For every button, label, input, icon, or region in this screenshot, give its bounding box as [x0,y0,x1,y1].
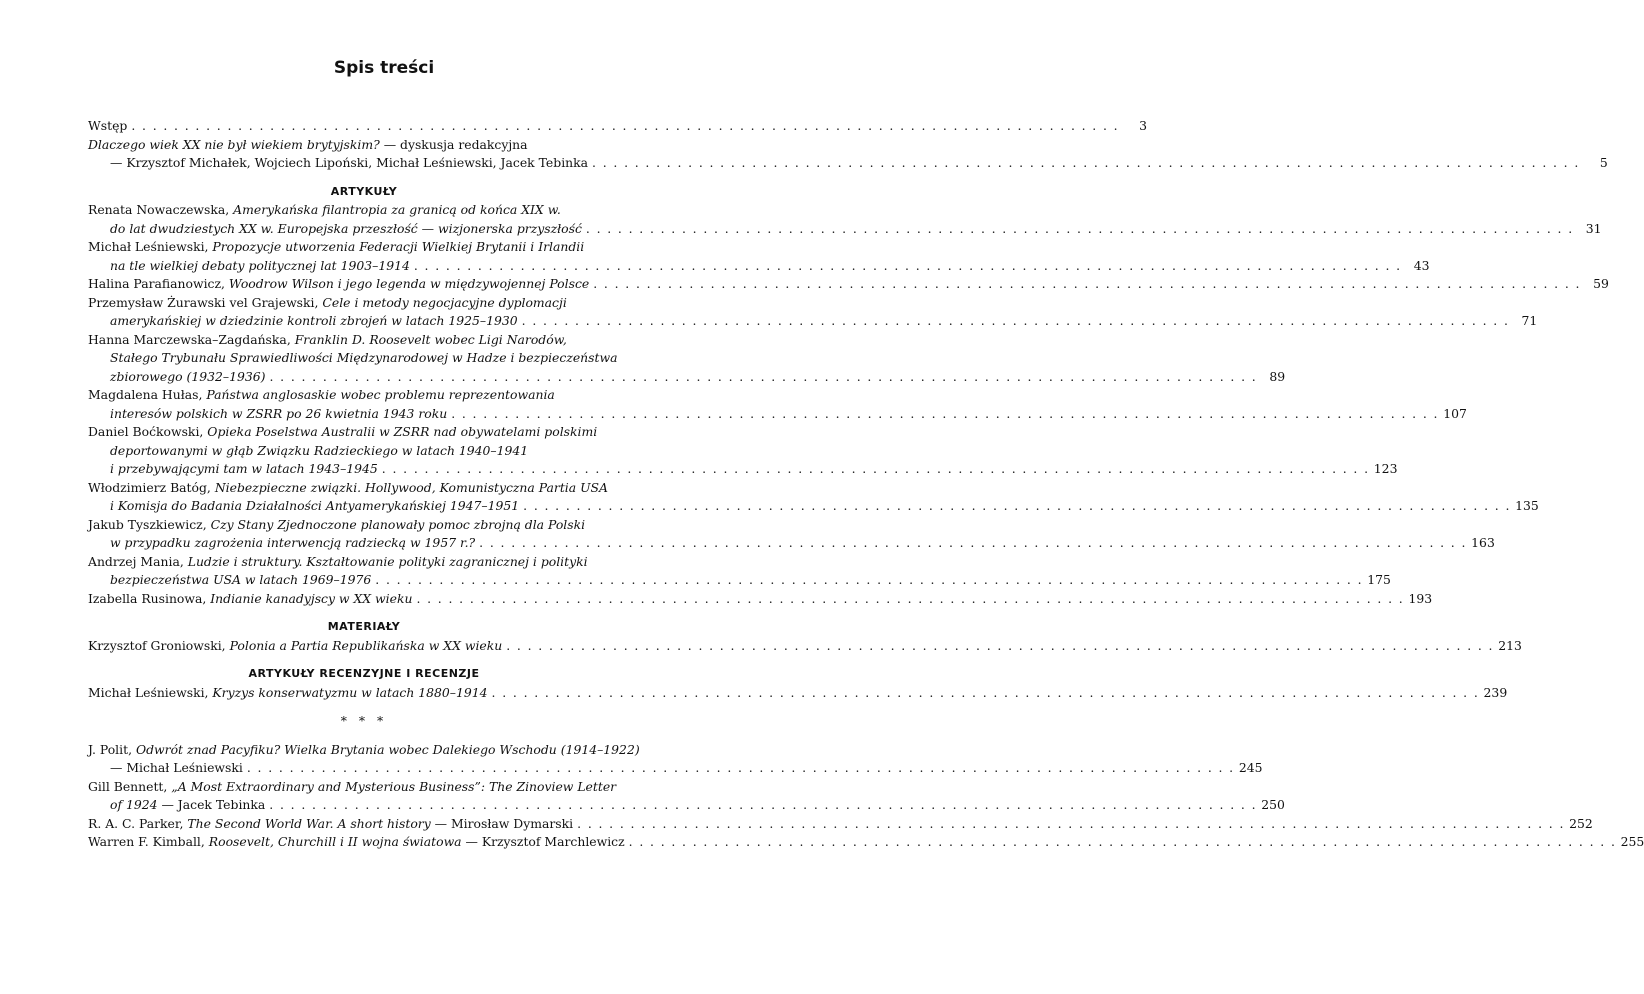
entry-author: Halina Parafianowicz, [88,276,229,291]
entry-author: Daniel Boćkowski, [88,424,208,439]
toc-entry-line [88,815,1593,834]
toc-entry-line [88,220,1602,239]
toc-entry-line [88,571,1391,590]
toc-entry-line [88,553,640,572]
toc-entry-line [88,442,640,461]
review-entry[interactable] [88,815,1593,834]
review-articles-list [88,684,1508,703]
toc-entry-line [88,405,1467,424]
entry-text [88,386,555,405]
entry-author: Magdalena Hułas, [88,387,207,402]
entry-title: Opieka Poselstwa Australii w ZSRR nad obywatelami polskimi [207,424,598,439]
entry-text [110,405,447,424]
entry-title: The Second World War. A short history [187,815,431,831]
reviews-list [88,741,1644,852]
review-entry[interactable] [88,741,1263,778]
toc-entry[interactable] [88,479,1539,516]
toc-entry[interactable] [88,590,1433,609]
entry-text [88,331,567,350]
toc-entry-line [88,796,1285,815]
entry-text [88,815,573,834]
page-number: 239 [1483,684,1508,700]
page-number: 89 [1269,368,1286,384]
page-number: 163 [1471,535,1495,550]
entry-text [88,238,584,257]
entry-text [110,220,582,239]
entry-title: Woodrow Wilson i jego legenda w międzywojennej Polsce [228,276,590,291]
entry-author: J. Polit, [88,741,136,757]
toc-entry[interactable] [88,386,1467,423]
entry-title: Stałego Trybunału Sprawiedliwości Międzynarodowej w Hadze i bezpieczeństwa [110,350,618,365]
page-number: 5 [1599,155,1608,170]
toc-entry[interactable] [88,238,1430,275]
entry-text [110,534,475,553]
section-heading-recenzje: ARTYKUŁY RECENZYJNE I RECENZJE [248,667,480,680]
entry-label: Wstęp [88,118,128,133]
entry-title: zbiorowego (1932–1936) [110,368,266,384]
toc-entry-line [88,479,640,498]
entry-text [110,796,265,815]
toc-entry[interactable] [88,275,1609,294]
entry-author: Hanna Marczewska–Zagdańska, [88,331,295,347]
leader-dots: . . . . . . . . . . . . . . . . . . . . . . . . . . . . . . . . . . . . . . . . . . . . . . . . . . . . . . . . . . . . . . . . . . . . . . . . . . . . . . . . . . . . . . . . . . . . . [521,313,1510,328]
page-number: 31 [1585,220,1602,236]
entry-author: Gill Bennett, [88,778,172,794]
entry-title: do lat dwudziestych XX w. Europejska przeszłość — wizjonerska przyszłość [110,220,582,236]
table-of-contents [88,117,1644,852]
entry-text [110,312,518,331]
toc-entry-line [88,238,640,257]
page-number: 107 [1443,405,1467,421]
leader-dots: . . . . . . . . . . . . . . . . . . . . . . . . . . . . . . . . . . . . . . . . . . . . . . . . . . . . . . . . . . . . . . . . . . . . . . . . . . . . . . . . . . . . . . . . . . . . . [585,220,1574,236]
entry-title: bezpieczeństwa USA w latach 1969–1976 [110,572,372,587]
leader-dots: . . . . . . . . . . . . . . . . . . . . . . . . . . . . . . . . . . . . . . . . . . . . . . . . . . . . . . . . . . . . . . . . . . . . . . . . . . . . . . . . . . . . . . . . . . . . . [628,834,1617,849]
entry-author: Renata Nowaczewska, [88,202,234,217]
leader-dots: . . . . . . . . . . . . . . . . . . . . . . . . . . . . . . . . . . . . . . . . . . . . . . . . . . . . . . . . . . . . . . . . . . . . . . . . . . . . . . . . . . . . . . . . . . . . . [269,797,1257,812]
entry-text [88,479,608,498]
page-number: 245 [1238,760,1263,775]
entry-text [88,833,625,852]
toc-entry-line [88,590,1433,609]
page-number: 213 [1498,637,1522,653]
entry-author: Warren F. Kimball, [88,834,209,849]
toc-entry-line [88,294,640,313]
entry-text [88,553,588,572]
review-entry[interactable] [88,833,1644,852]
leader-dots: . . . . . . . . . . . . . . . . . . . . . . . . . . . . . . . . . . . . . . . . . . . . . . . . . . . . . . . . . . . . . . . . . . . . . . . . . . . . . . . . . . . . . . . . . . . . . [523,498,1511,513]
entry-text [88,684,488,703]
toc-entry[interactable] [88,423,1398,479]
entry-title: „A Most Extraordinary and Mysterious Business”: The Zinoview Letter [171,778,617,794]
entry-title: Polonia a Partia Republikańska w XX wieku [229,637,503,653]
leader-dots: . . . . . . . . . . . . . . . . . . . . . . . . . . . . . . . . . . . . . . . . . . . . . . . . . . . . . . . . . . . . . . . . . . . . . . . . . . . . . . . . . . . . . . . . . . . . . [269,368,1258,384]
articles-list [88,201,1609,608]
entry-author: Włodzimierz Batóg, [88,479,215,495]
leader-dots: . . . . . . . . . . . . . . . . . . . . . . . . . . . . . . . . . . . . . . . . . . . . . . . . . . . . . . . . . . . . . . . . . . . . . . . . . . . . . . . . . . . . . . . . . . . . . [506,637,1494,653]
entry-author: R. A. C. Parker, [88,815,188,831]
entry-note: — dyskusja redakcyjna [379,136,528,152]
entry-title: i Komisja do Badania Działalności Antyamerykańskiej 1947–1951 [110,498,520,513]
entry-author: Andrzej Mania, [88,553,188,569]
toc-entry-line [88,386,640,405]
toc-entry-line [88,497,1539,516]
entry-title: Propozycje utworzenia Federacji Wielkiej Brytanii i Irlandii [212,239,585,254]
entry-text [88,637,502,656]
entry-author: Izabella Rusinowa, [88,590,211,606]
leader-dots: . . . . . . . . . . . . . . . . . . . . . . . . . . . . . . . . . . . . . . . . . . . . . . . . . . . . . . . . . . . . . . . . . . . . . . . . . . . . . . . . . . . . . . . . . . . . . [491,684,1480,700]
leader-dots: . . . . . . . . . . . . . . . . . . . . . . . . . . . . . . . . . . . . . . . . . . . . . . . . . . . . . . . . . . . . . . . . . . . . . . . . . . . . . . . . . . . . . . . . . . . . . [451,405,1439,421]
toc-entry-line [88,778,640,797]
toc-entry[interactable] [88,201,1602,238]
entry-title: Czy Stany Zjednoczone planowały pomoc zbrojną dla Polski [210,516,586,532]
toc-entry-line [88,759,1263,778]
toc-entry-line [88,257,1430,276]
entry-reviewer: — Krzysztof Marchlewicz [461,834,625,849]
entry-author: Przemysław Żurawski vel Grajewski, [88,294,323,310]
toc-entry[interactable] [88,516,1495,553]
leader-dots: . . . . . . . . . . . . . . . . . . . . . . . . . . . . . . . . . . . . . . . . . . . . . . . . . . . . . . . . . . . . . . . . . . . . . . . . . . . . . . . . . . . . . . . . . . . . . [577,815,1565,831]
toc-entry-line [88,275,1609,294]
entry-text [88,516,585,535]
page-number: 255 [1620,834,1644,849]
entry-title: Amerykańska filantropia za granicą od końca XIX w. [233,202,561,217]
toc-entry-line [88,534,1495,553]
page-number: 135 [1515,498,1539,513]
entry-title: interesów polskich w ZSRR po 26 kwietnia 1943 roku [110,405,448,421]
entry-author: Jakub Tyszkiewicz, [88,516,211,532]
entry-reviewer: — Michał Leśniewski [110,760,243,775]
page-number: 59 [1593,276,1609,291]
toc-entry[interactable] [88,684,1508,703]
entry-reviewer: — Jacek Tebinka [157,797,266,812]
entry-title: Dlaczego wiek XX nie był wiekiem brytyjskim? [88,136,380,152]
toc-entry-line [88,423,640,442]
entry-title: Odwrót znad Pacyfiku? Wielka Brytania wobec Dalekiego Wschodu (1914–1922) [135,741,640,757]
entry-text [110,368,265,387]
page-number: 252 [1569,815,1593,831]
leader-dots: . . . . . . . . . . . . . . . . . . . . . . . . . . . . . . . . . . . . . . . . . . . . . . . . . . . . . . . . . . . . . . . . . . . . . . . . . . . . . . . . . . . . . . . . . . . . . [381,461,1370,476]
entry-text [88,294,567,313]
toc-entry-line [88,637,1522,656]
section-heading-artykuly: ARTYKUŁY [330,184,398,198]
entry-authors: — Krzysztof Michałek, Wojciech Lipoński, Michał Leśniewski, Jacek Tebinka [110,155,589,170]
entry-title: Ludzie i struktury. Kształtowanie polityki zagranicznej i polityki [187,553,588,569]
entry-title: Indianie kanadyjscy w XX wieku [210,590,413,606]
review-entry[interactable] [88,778,1285,815]
entry-text [110,759,243,778]
entry-title: deportowanymi w głąb Związku Radzieckiego w latach 1940–1941 [110,442,529,458]
entry-title: Franklin D. Roosevelt wobec Ligi Narodów, [294,331,567,347]
toc-entry-line [88,741,640,760]
toc-entry-line [88,516,640,535]
toc-entry-line [88,331,640,350]
leader-dots: . . . . . . . . . . . . . . . . . . . . . . . . . . . . . . . . . . . . . . . . . . . . . . . . . . . . . . . . . . . . . . . . . . . . . . . . . . . . . . . . . . . . . . . . . . . . . [246,760,1235,775]
entry-author: Krzysztof Groniowski, [88,637,230,653]
toc-entry[interactable] [88,331,1286,387]
page-number: 250 [1261,797,1285,812]
leader-dots: . . . . . . . . . . . . . . . . . . . . . . . . . . . . . . . . . . . . . . . . . . . . . . . . . . . . . . . . . . . . . . . . . . . . . . . . . . . . . . . . . . . . . . . . . . . . . [593,276,1581,291]
leader-dots: . . . . . . . . . . . . . . . . . . . . . . . . . . . . . . . . . . . . . . . . . . . . . . . . . . . . . . . . . . . . . . . . . . . . . . . . . . . . . . . . . . . . . . . . . . . . . [413,257,1402,273]
toc-entry-discussion-authors [88,154,1608,173]
entry-text [110,442,528,461]
toc-entry-wstep[interactable] [88,117,1147,136]
toc-entry-line [88,201,640,220]
entry-text [88,778,616,797]
entry-title: amerykańskiej w dziedzinie kontroli zbrojeń w latach 1925–1930 [110,313,518,328]
entry-title: Kryzys konserwatyzmu w latach 1880–1914 [212,684,488,700]
toc-entry-line [88,684,1508,703]
leader-dots: . . . . . . . . . . . . . . . . . . . . . . . . . . . . . . . . . . . . . . . . . . . . . . . . . . . . . . . . . . . . . . . . . . . . . . . . . . . . . . . . . . . . . . . . . . . . . [375,572,1363,587]
toc-entry-line [88,368,1286,387]
leader-dots: . . . . . . . . . . . . . . . . . . . . . . . . . . . . . . . . . . . . . . . . . . . . . . . . . . . . . . . . . . . . . . . . . . . . . . . . . . . . . . . . . . . . . . . . . . . . . [592,155,1580,170]
toc-entry-line [88,460,1398,479]
leader-dots: . . . . . . . . . . . . . . . . . . . . . . . . . . . . . . . . . . . . . . . . . . . . . . . . . . . . . . . . . . . . . . . . . . . . . . . . . . . . . . . . . . . . . . . . . . . . . [131,118,1119,133]
entry-text [88,590,412,609]
entry-title: i przebywającymi tam w latach 1943–1945 [110,461,378,476]
leader-dots: . . . . . . . . . . . . . . . . . . . . . . . . . . . . . . . . . . . . . . . . . . . . . . . . . . . . . . . . . . . . . . . . . . . . . . . . . . . . . . . . . . . . . . . . . . . . . [416,590,1405,606]
section-separator: * * * [340,713,388,728]
entry-title: na tle wielkiej debaty politycznej lat 1903–1914 [110,257,410,273]
entry-text [110,497,519,516]
page-number: 43 [1413,257,1430,273]
page-number: 71 [1521,313,1538,328]
entry-text [88,423,597,442]
materials-list [88,637,1522,656]
toc-entry-line [88,349,640,368]
entry-text [88,741,640,760]
leader-dots: . . . . . . . . . . . . . . . . . . . . . . . . . . . . . . . . . . . . . . . . . . . . . . . . . . . . . . . . . . . . . . . . . . . . . . . . . . . . . . . . . . . . . . . . . . . . . [479,535,1467,550]
toc-entry[interactable] [88,553,1391,590]
entry-text [110,460,378,479]
entry-text [110,571,371,590]
entry-title: w przypadku zagrożenia interwencją radziecką w 1957 r.? [110,535,476,550]
entry-title: Niebezpieczne związki. Hollywood, Komunistyczna Partia USA [214,479,608,495]
toc-entry-line [88,833,1644,852]
entry-text [110,257,410,276]
toc-entry-discussion[interactable] [88,136,640,155]
entry-text [88,275,589,294]
entry-title: Państwa anglosaskie wobec problemu reprezentowania [206,387,555,402]
toc-entry[interactable] [88,637,1522,656]
toc-entry[interactable] [88,294,1538,331]
entry-author: Michał Leśniewski, [88,684,213,700]
toc-entry-line [88,312,1538,331]
entry-title: Cele i metody negocjacyjne dyplomacji [322,294,567,310]
entry-title: Roosevelt, Churchill i II wojna światowa [208,834,462,849]
page-title: Spis treści [333,58,435,78]
entry-reviewer: — Mirosław Dymarski [430,815,574,831]
page-number: 3 [1139,118,1147,133]
entry-text [88,201,561,220]
entry-title: of 1924 [110,797,158,812]
section-heading-materialy: MATERIAŁY [327,620,401,633]
entry-author: Michał Leśniewski, [88,239,213,254]
page-number: 175 [1367,572,1391,587]
page-number: 193 [1408,590,1433,606]
entry-text [110,349,618,368]
page-number: 123 [1373,461,1398,476]
